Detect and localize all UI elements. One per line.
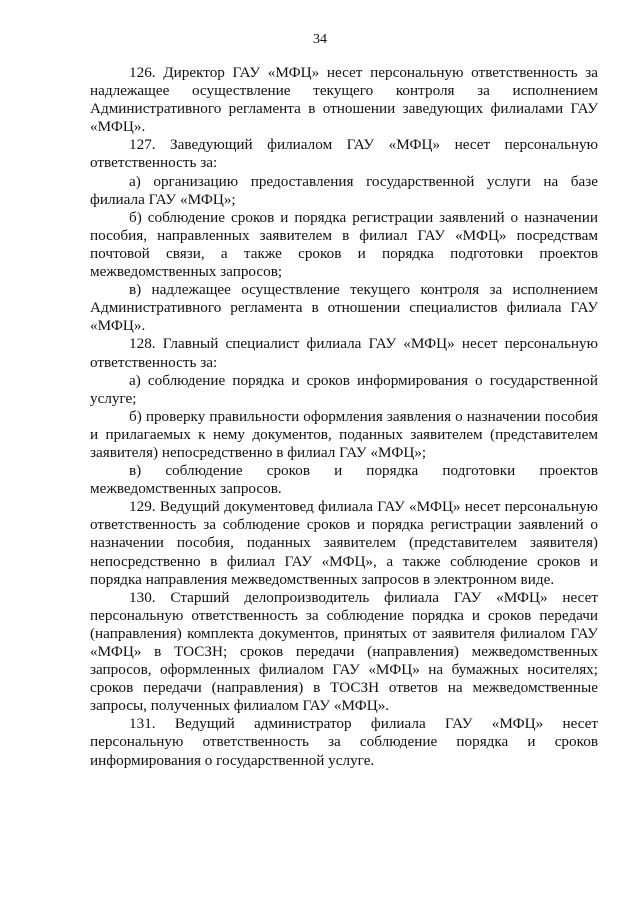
paragraph-128: 128. Главный специалист филиала ГАУ «МФЦ» несет персональную ответственность за: — [90, 335, 598, 371]
document-body — [90, 64, 598, 770]
paragraph-128-a: а) соблюдение порядка и сроков информирования о государственной услуге; — [90, 371, 598, 407]
paragraph-130: 130. Старший делопроизводитель филиала ГАУ «МФЦ» несет персональную ответственность за соблюдение порядка и сроков передачи (направления) комплекта документов, принятых от заявителя филиалом ГАУ «МФЦ» в ТОСЗН; сроков передачи (направления) межведомственных запросов, оформленных филиалом ГАУ «МФЦ» на бумажных носителях; сроков передачи (направления) в ТОСЗН ответов на межведомственные запросы, полученных филиалом ГАУ «МФЦ». — [90, 588, 598, 715]
paragraph-126: 126. Директор ГАУ «МФЦ» несет персональную ответственность за надлежащее осуществление текущего контроля за исполнением Административного регламента в отношении заведующих филиалами ГАУ «МФЦ». — [90, 64, 598, 136]
paragraph-127-b: б) соблюдение сроков и порядка регистрации заявлений о назначении пособия, направленных заявителем в филиал ГАУ «МФЦ» посредствам почтовой связи, а также сроков и порядка подготовки проектов межведомственных запросов; — [90, 208, 598, 281]
paragraph-127-v: в) надлежащее осуществление текущего контроля за исполнением Административного регламента в отношении специалистов филиала ГАУ «МФЦ». — [90, 281, 598, 335]
paragraph-127-a: а) организацию предоставления государственной услуги на базе филиала ГАУ «МФЦ»; — [90, 172, 598, 208]
paragraph-128-v: в) соблюдение сроков и порядка подготовки проектов межведомственных запросов. — [90, 462, 598, 498]
paragraph-131: 131. Ведущий администратор филиала ГАУ «МФЦ» несет персональную ответственность за соблюдение порядка и сроков информирования о государственной услуге. — [90, 715, 598, 769]
paragraph-127: 127. Заведующий филиалом ГАУ «МФЦ» несет персональную ответственность за: — [90, 136, 598, 172]
paragraph-128-b: б) проверку правильности оформления заявления о назначении пособия и прилагаемых к нему документов, поданных заявителем (представителем заявителя) непосредственно в филиал ГАУ «МФЦ»; — [90, 407, 598, 461]
page-number: 34 — [313, 32, 327, 47]
paragraph-129: 129. Ведущий документовед филиала ГАУ «МФЦ» несет персональную ответственность за соблюдение сроков и порядка регистрации заявлений о назначении пособия, поданных заявителем (представителем заявителя) непосредственно в филиал ГАУ «МФЦ», а также соблюдение сроков и порядка направления межведомственных запросов в электронном виде. — [90, 498, 598, 588]
